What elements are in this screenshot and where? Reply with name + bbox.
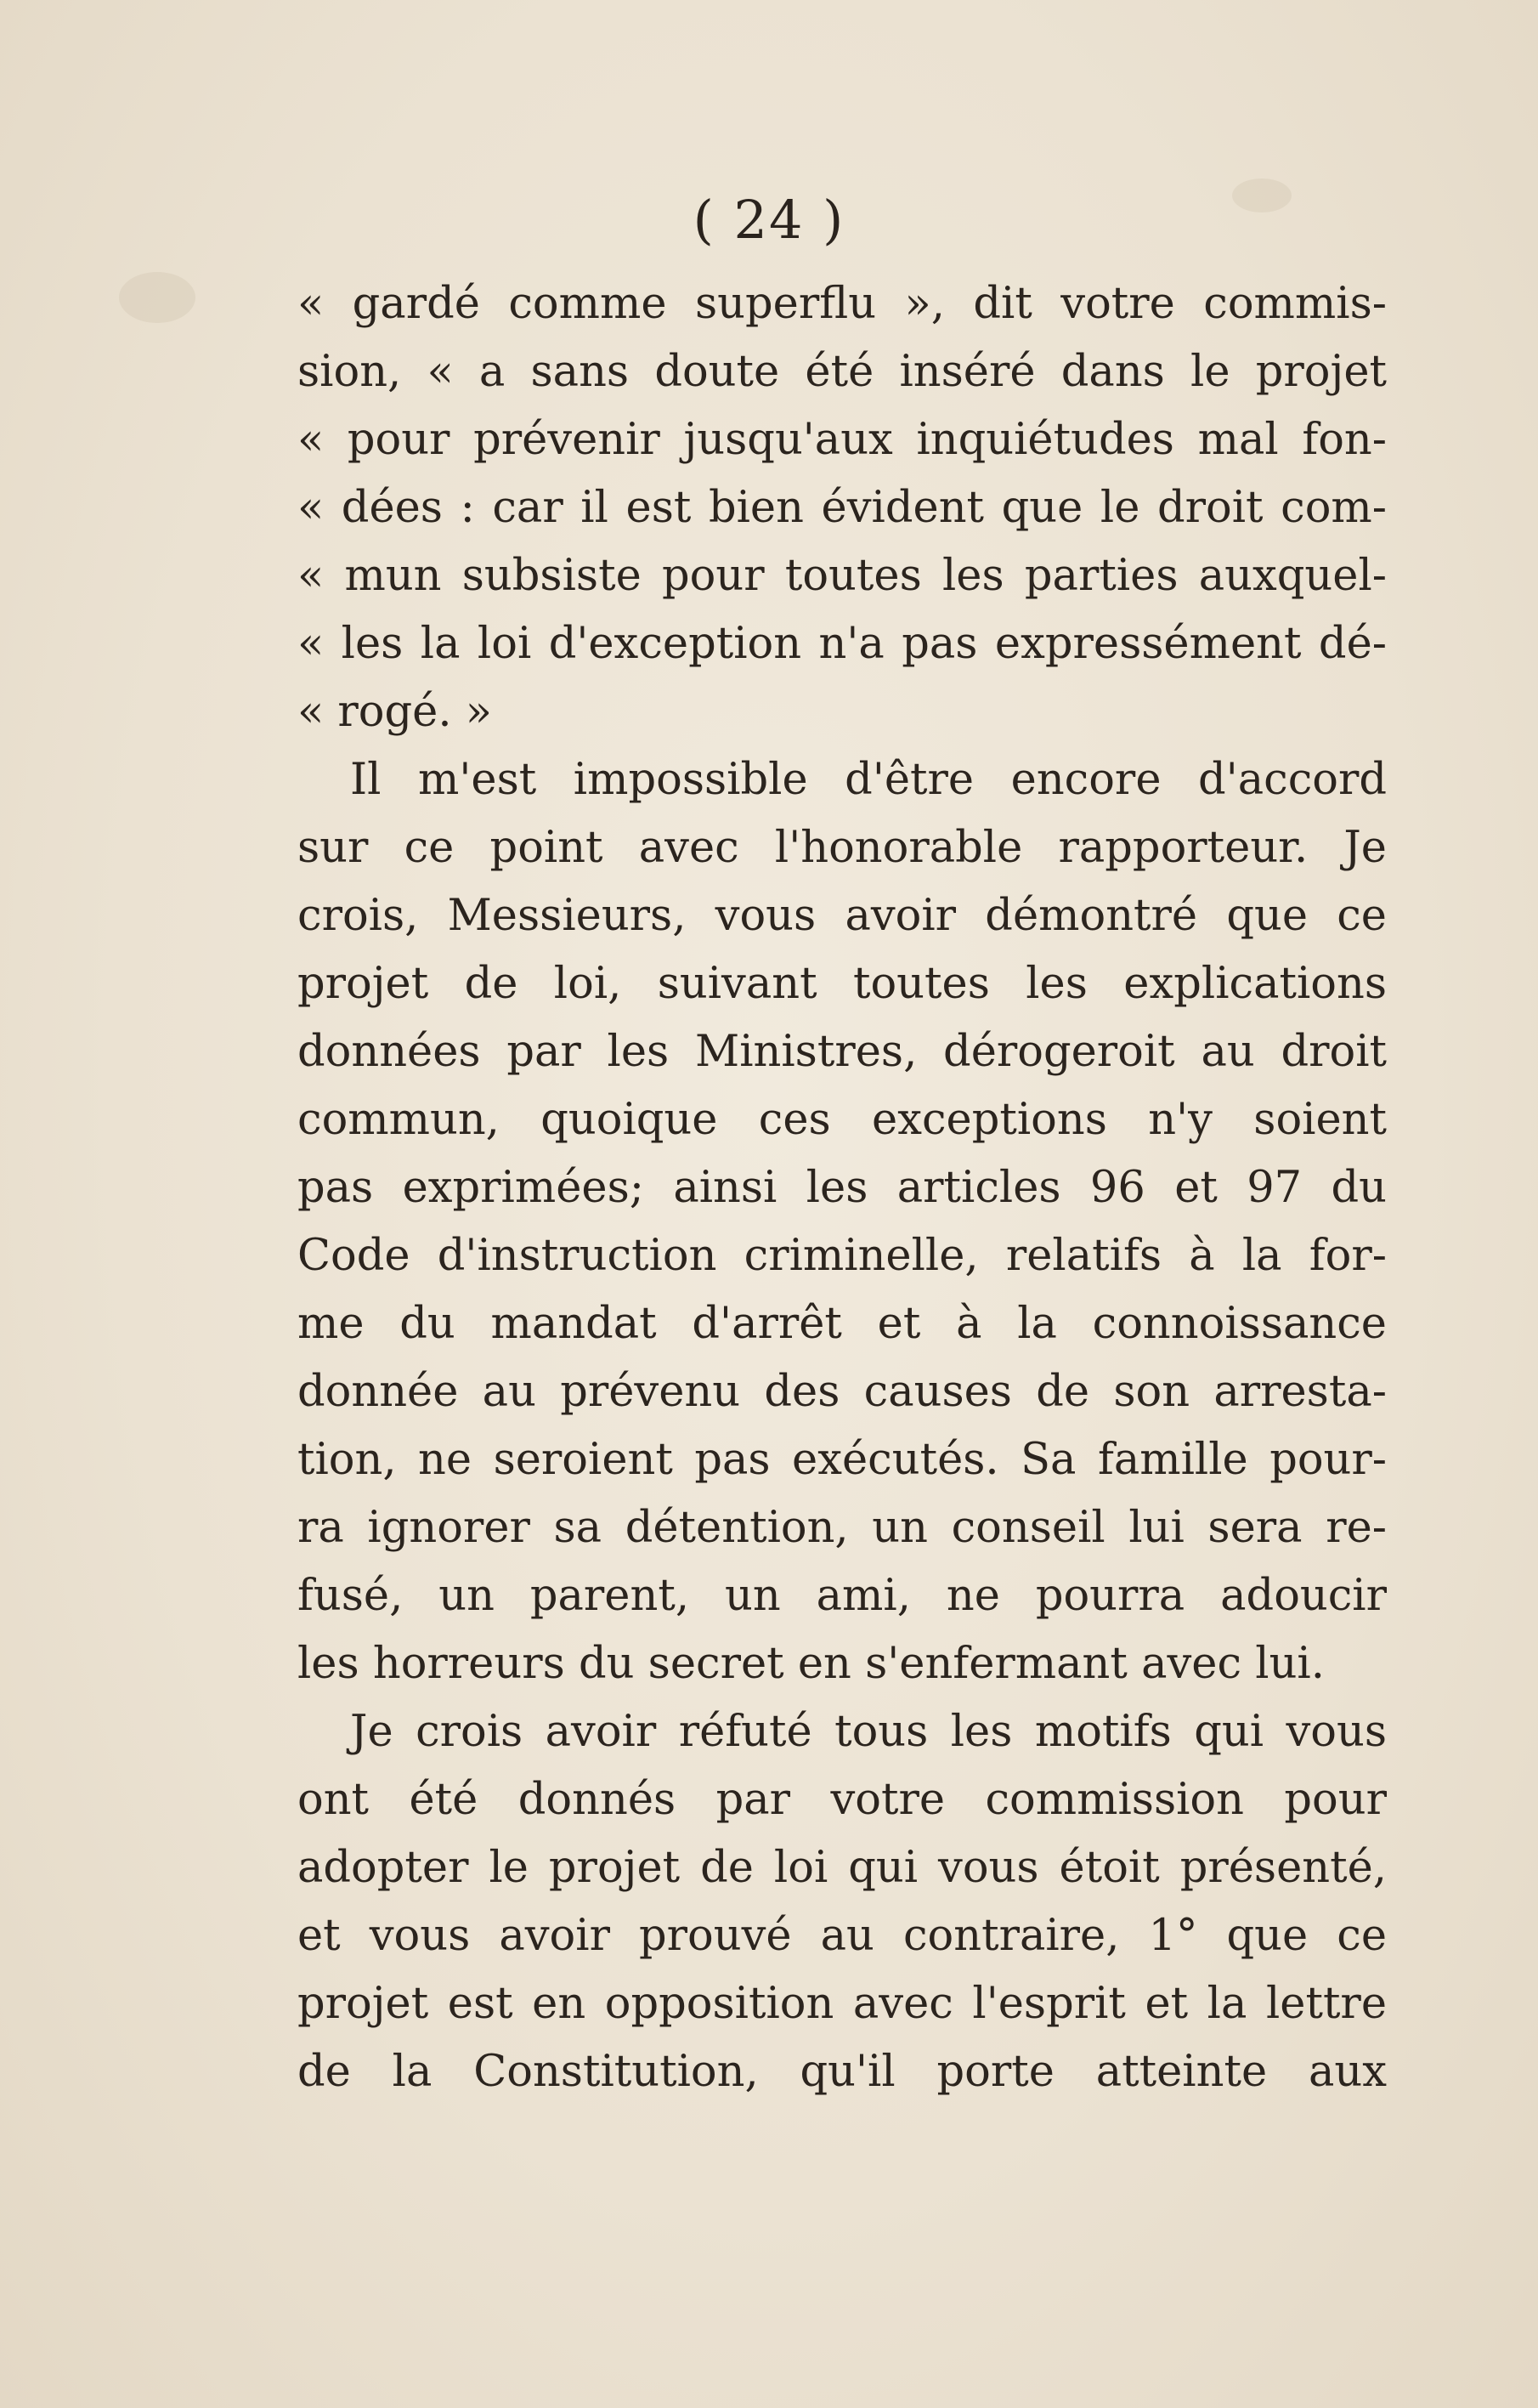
text-line: sur ce point avec l'honorable rapporteur. Je bbox=[297, 823, 1387, 873]
text-line: sion, « a sans doute été inséré dans le projet bbox=[297, 347, 1387, 397]
text-line: donnée au prévenu des causes de son arresta- bbox=[297, 1367, 1387, 1417]
text-line: crois, Messieurs, vous avoir démontré que ce bbox=[297, 891, 1387, 941]
page-number: ( 24 ) bbox=[693, 189, 845, 251]
text-line: « mun subsiste pour toutes les parties auxquel- bbox=[297, 551, 1387, 601]
text-line: données par les Ministres, dérogeroit au droit bbox=[297, 1027, 1387, 1077]
text-line: commun, quoique ces exceptions n'y soient bbox=[297, 1095, 1387, 1145]
text-line: ra ignorer sa détention, un conseil lui sera re- bbox=[297, 1503, 1387, 1553]
text-line: adopter le projet de loi qui vous étoit présenté, bbox=[297, 1843, 1387, 1893]
text-line: projet de loi, suivant toutes les explications bbox=[297, 959, 1387, 1009]
text-line: « pour prévenir jusqu'aux inquiétudes mal fon- bbox=[297, 415, 1387, 465]
text-line: ont été donnés par votre commission pour bbox=[297, 1775, 1387, 1825]
text-line: « rogé. » bbox=[297, 687, 492, 737]
text-line: « gardé comme superflu », dit votre commis- bbox=[297, 279, 1387, 329]
text-line: me du mandat d'arrêt et à la connoissance bbox=[297, 1299, 1387, 1349]
text-line: « dées : car il est bien évident que le droit com- bbox=[297, 483, 1387, 533]
paragraph-start-line: Il m'est impossible d'être encore d'accord bbox=[350, 755, 1387, 805]
text-line: « les la loi d'exception n'a pas expressément dé- bbox=[297, 619, 1387, 669]
text-line: fusé, un parent, un ami, ne pourra adoucir bbox=[297, 1571, 1387, 1621]
text-line: de la Constitution, qu'il porte atteinte aux bbox=[297, 2047, 1387, 2097]
text-line: Code d'instruction criminelle, relatifs à la for- bbox=[297, 1231, 1387, 1281]
page-body-text bbox=[297, 270, 1387, 2106]
text-line: et vous avoir prouvé au contraire, 1° que ce bbox=[297, 1911, 1387, 1961]
paper-stain bbox=[119, 272, 195, 323]
text-line: les horreurs du secret en s'enfermant avec lui. bbox=[297, 1639, 1325, 1689]
text-line: pas exprimées; ainsi les articles 96 et 97 du bbox=[297, 1163, 1387, 1213]
paragraph-start-line: Je crois avoir réfuté tous les motifs qui vous bbox=[350, 1707, 1387, 1757]
text-line: tion, ne seroient pas exécutés. Sa famille pour- bbox=[297, 1435, 1387, 1485]
text-line: projet est en opposition avec l'esprit et la lettre bbox=[297, 1979, 1387, 2029]
